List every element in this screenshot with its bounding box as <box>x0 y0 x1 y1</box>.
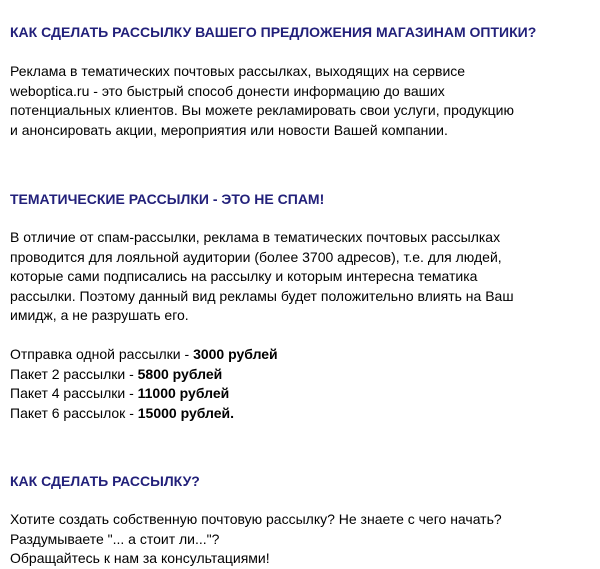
price-label: Отправка одной рассылки - <box>10 346 194 362</box>
consultation-paragraph <box>10 510 592 569</box>
text-line: Раздумываете "... а стоит ли..."? <box>10 530 220 547</box>
not-spam-paragraph <box>10 228 592 326</box>
price-item <box>10 365 592 385</box>
text-line: Реклама в тематических почтовых рассылках, выходящих на сервисе <box>10 63 466 79</box>
price-value: 15000 рублей. <box>137 404 235 421</box>
text-line: weboptica.ru - это быстрый способ донести информацию до ваших <box>10 82 445 99</box>
price-value: 3000 рублей <box>193 346 278 362</box>
text-line: потенциальных клиентов. Вы можете рекламировать свои услуги, продукцию <box>10 102 514 118</box>
text-line: и анонсировать акции, мероприятия или новости Вашей компании. <box>10 121 448 138</box>
text-line: Хотите создать собственную почтовую рассылку? Не знаете с чего начать? <box>10 511 502 527</box>
price-item <box>10 384 592 404</box>
section-title-not-spam: ТЕМАТИЧЕСКИЕ РАССЫЛКИ - ЭТО НЕ СПАМ! <box>10 191 325 207</box>
text-line: имидж, а не разрушать его. <box>10 307 189 323</box>
price-item <box>10 404 592 424</box>
price-item <box>10 345 592 365</box>
text-line: проводится для лояльной аудитории (более 3700 адресов), т.е. для людей, <box>10 248 502 265</box>
price-value: 11000 рублей <box>137 385 230 401</box>
text-line: Обращайтесь к нам за консультациями! <box>10 550 270 566</box>
section-title-how-to-send: КАК СДЕЛАТЬ РАССЫЛКУ ВАШЕГО ПРЕДЛОЖЕНИЯ МАГАЗИНАМ ОПТИКИ? <box>10 24 537 40</box>
price-label: Пакет 4 рассылки - <box>10 385 138 401</box>
text-line: В отличие от спам-рассылки, реклама в тематических почтовых рассылках <box>10 229 501 245</box>
price-label: Пакет 2 рассылки - <box>10 365 138 382</box>
section-title-how-to-make-mailing: КАК СДЕЛАТЬ РАССЫЛКУ? <box>10 473 200 489</box>
text-line: которые сами подписались на рассылку и которым интересна тематика <box>10 268 478 284</box>
intro-paragraph <box>10 62 592 140</box>
price-list <box>10 345 592 423</box>
price-value: 5800 рублей <box>137 365 223 382</box>
price-label: Пакет 6 рассылок - <box>10 404 138 421</box>
text-line: рассылки. Поэтому данный вид рекламы будет положительно влиять на Ваш <box>10 287 514 304</box>
